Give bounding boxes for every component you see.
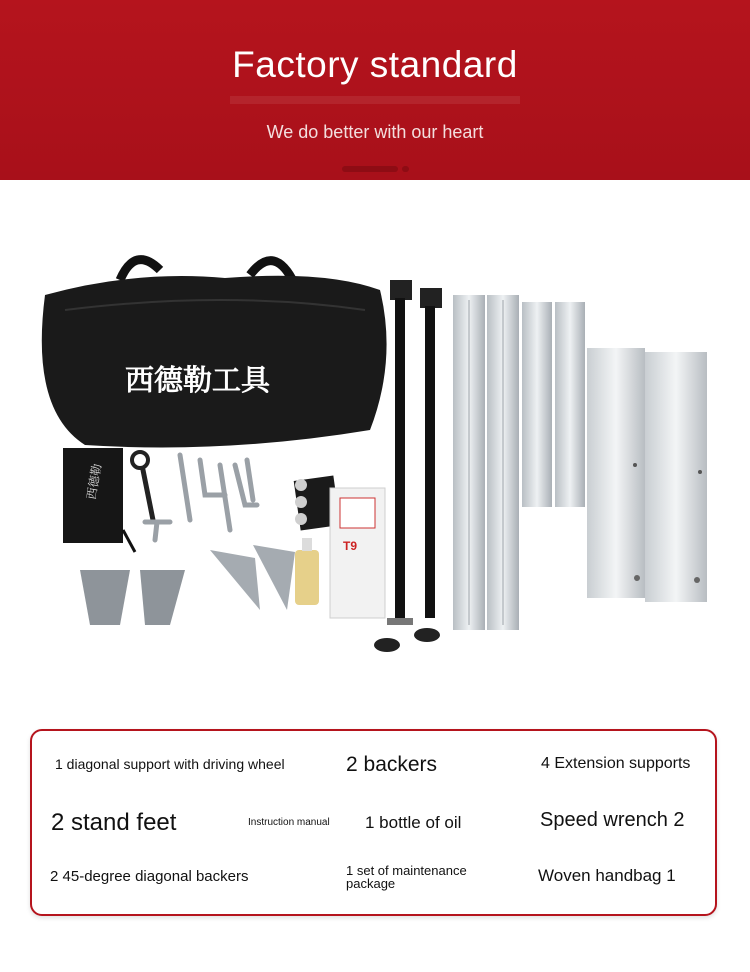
product-kit-photo: [25, 240, 725, 680]
oil-bottle: [295, 538, 319, 605]
tool-bag: [42, 260, 387, 448]
manual-label: T9: [343, 539, 358, 553]
pouch-label: 西德勒: [84, 462, 105, 501]
package-contents-box: [30, 729, 717, 916]
wrench-set: [132, 452, 257, 540]
header-banner: [0, 0, 750, 180]
item-backers: 2 backers: [346, 753, 438, 776]
item-woven-handbag: Woven handbag 1: [538, 866, 676, 885]
banner-underline: [342, 166, 398, 172]
banner-subtitle: We do better with our heart: [266, 122, 484, 142]
item-extension-supports: 4 Extension supports: [541, 755, 691, 772]
item-oil-bottle: 1 bottle of oil: [365, 813, 462, 832]
item-stand-feet: 2 stand feet: [51, 809, 177, 836]
item-speed-wrench: Speed wrench 2: [540, 809, 685, 831]
bag-label: 西德勒工具: [125, 363, 271, 397]
diagonal-backers: [210, 545, 295, 610]
stand-feet: [80, 570, 185, 625]
item-maintenance-package: 1 set of maintenance package: [346, 863, 467, 891]
maintenance-package: [330, 488, 385, 618]
item-diagonal-backers: 2 45-degree diagonal backers: [50, 868, 249, 885]
zipper-pouch: [63, 448, 135, 552]
aluminum-backers: [453, 295, 519, 630]
extension-supports: [522, 302, 707, 602]
banner-dot: [402, 166, 409, 172]
banner-title: Factory standard: [232, 44, 518, 85]
item-instruction-manual: Instruction manual: [248, 817, 330, 828]
item-diagonal-support: 1 diagonal support with driving wheel: [55, 756, 285, 772]
banner-decoration: [230, 96, 520, 104]
